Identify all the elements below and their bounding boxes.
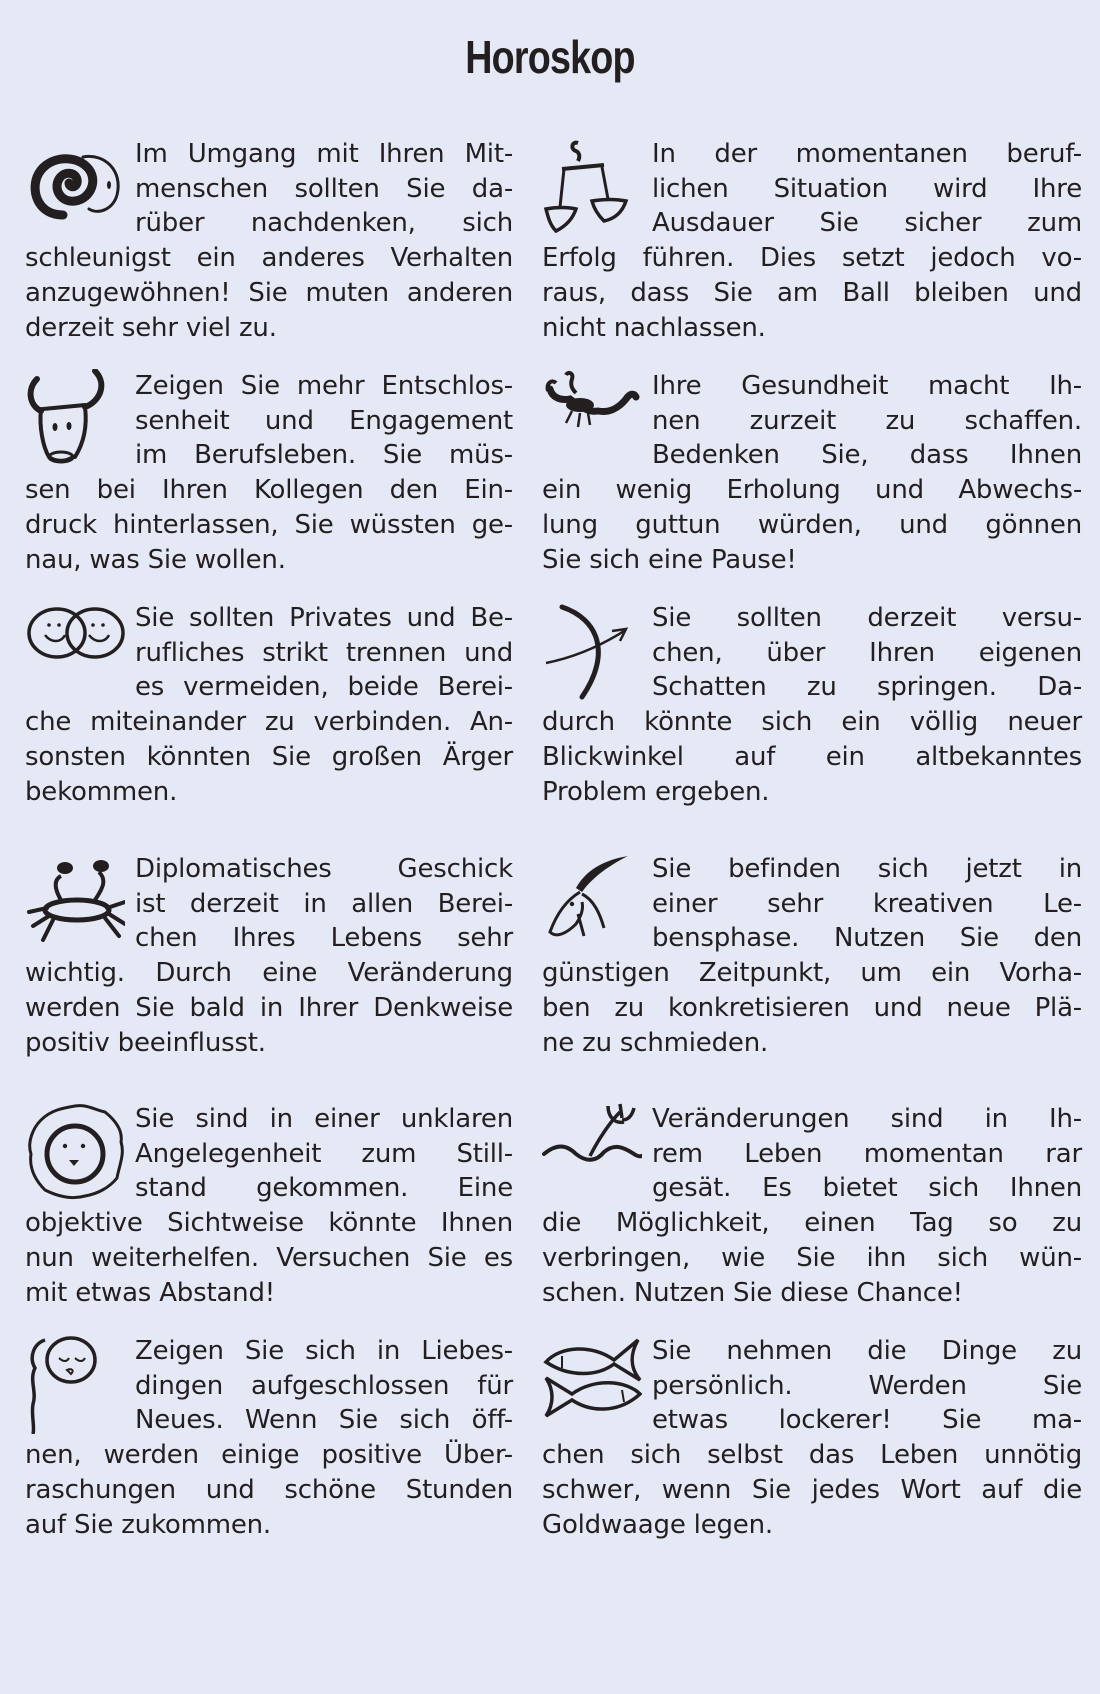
horoscope-entry-cancer: Diplomatisches Geschick ist derzeit in allen Berei- chen Ihres Lebens sehr wichtig. Durch eine Veränderung werden Sie bald in Ihrer Denkweise positiv beeinflusst. — [25, 854, 513, 1058]
crab-icon — [25, 852, 135, 952]
page-title: Horoskop — [465, 31, 635, 83]
horoscope-entry-sagittarius: Sie sollten derzeit versu- chen, über Ihren eigenen Schatten zu springen. Da- durch könnte sich ein völlig neuer Blickwinkel auf ein altbekanntes Problem ergeben. — [542, 603, 1082, 807]
horoscope-entry-gemini: Sie sollten Privates und Be- rufliches strikt trennen und es vermeiden, beide Berei- che miteinander zu verbinden. An- sonsten könnten Sie großen Ärger bekommen. — [25, 603, 513, 807]
horoscope-entry-leo: Sie sind in einer unklaren Angelegenheit zum Still- stand gekommen. Eine objektive Sichtweise könnte Ihnen nun weiterhelfen. Versuchen Sie es mit etwas Abstand! — [25, 1104, 513, 1308]
scales-icon — [542, 137, 652, 237]
trident-waves-icon — [542, 1102, 652, 1202]
horoscope-entry-virgo: Zeigen Sie sich in Liebes- dingen aufgeschlossen für Neues. Wenn Sie sich öff- nen, werden einige positive Über- raschungen und schöne Stunden auf Sie zukommen. — [25, 1336, 513, 1540]
horoscope-entry-aquarius: Veränderungen sind in Ih- rem Leben momentan rar gesät. Es bietet sich Ihnen die Möglichkeit, einen Tag so zu verbringen, wie Sie ihn sich wün- schen. Nutzen Sie diese Chance! — [542, 1104, 1082, 1308]
horoscope-entry-scorpio: Ihre Gesundheit macht Ih- nen zurzeit zu schaffen. Bedenken Sie, dass Ihnen ein wenig Erholung und Abwechs- lung guttun würden, und gönnen Sie sich eine Pause! — [542, 371, 1082, 575]
ram-icon — [25, 137, 135, 237]
horoscope-entry-taurus: Zeigen Sie mehr Entschlos- senheit und Engagement im Berufsleben. Sie müs- sen bei Ihren Kollegen den Ein- druck hinterlassen, Sie wüssten ge- nau, was Sie wollen. — [25, 371, 513, 575]
bull-icon — [25, 369, 135, 469]
horoscope-entry-aries: Im Umgang mit Ihren Mit- menschen sollten Sie da- rüber nachdenken, sich schleunigst ein anderes Verhalten anzugewöhnen! Sie muten anderen derzeit sehr viel zu. — [25, 139, 513, 343]
horoscope-entry-pisces: Sie nehmen die Dinge zu persönlich. Werden Sie etwas lockerer! Sie ma- chen sich selbst das Leben unnötig schwer, wenn Sie jedes Wort auf die Goldwaage legen. — [542, 1336, 1082, 1540]
fish-icon — [542, 1334, 652, 1434]
horoscope-entry-capricorn: Sie befinden sich jetzt in einer sehr kreativen Le- bensphase. Nutzen Sie den günstigen Zeitpunkt, um ein Vorha- ben zu konkretisieren und neue Plä- ne zu schmieden. — [542, 854, 1082, 1058]
twins-icon — [25, 601, 135, 701]
ibex-icon — [542, 852, 652, 952]
lion-icon — [25, 1102, 135, 1202]
horoscope-entry-libra: In der momentanen beruf- lichen Situation wird Ihre Ausdauer Sie sicher zum Erfolg führen. Dies setzt jedoch vo- raus, dass Sie am Ball bleiben und nicht nachlassen. — [542, 139, 1082, 343]
scorpion-icon — [542, 369, 652, 469]
bow-arrow-icon — [542, 601, 652, 701]
maiden-icon — [25, 1334, 135, 1434]
